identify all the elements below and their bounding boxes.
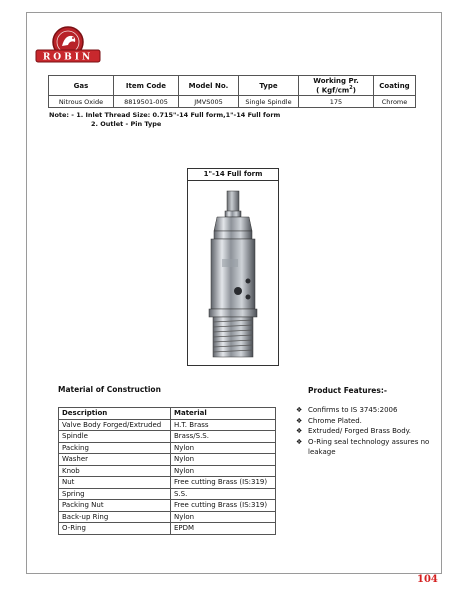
note-line-1: Note: - 1. Inlet Thread Size: 0.715"-14 Full form,1"-14 Full form <box>49 111 281 119</box>
list-item <box>296 416 436 427</box>
header-gas: Gas <box>49 76 114 96</box>
feature-text: Chrome Plated. <box>308 416 362 425</box>
header-coating: Coating <box>374 76 416 96</box>
material-value: Free cutting Brass (IS:319) <box>171 500 276 512</box>
table-row <box>59 442 276 454</box>
material-value: Nylon <box>171 511 276 523</box>
header-item-code: Item Code <box>114 76 179 96</box>
header-type: Type <box>239 76 299 96</box>
table-row <box>59 511 276 523</box>
header-working-pressure <box>299 76 374 96</box>
material-description: O-Ring <box>59 523 171 535</box>
logo-text: ROBIN <box>42 52 94 63</box>
table-row <box>59 500 276 512</box>
header-working-pressure-line1: Working Pr. <box>313 77 359 85</box>
cell-model-no: JMVS005 <box>179 96 239 108</box>
material-description: Back-up Ring <box>59 511 171 523</box>
materials-header-row <box>59 408 276 420</box>
features-list <box>296 405 436 458</box>
materials-table <box>58 407 276 535</box>
robin-logo <box>32 20 104 70</box>
material-value: S.S. <box>171 488 276 500</box>
table-row <box>59 419 276 431</box>
feature-text: Confirms to IS 3745:2006 <box>308 406 398 414</box>
material-value: H.T. Brass <box>171 419 276 431</box>
valve-image <box>200 183 266 361</box>
feature-text: O-Ring seal technology assures no leakage <box>308 437 430 456</box>
features-title: Product Features:- <box>308 386 387 395</box>
materials-header-material: Material <box>171 408 276 420</box>
diamond-bullet-icon: ❖ <box>296 416 303 425</box>
diamond-bullet-icon: ❖ <box>296 427 303 435</box>
cell-coating: Chrome <box>374 96 416 108</box>
material-description: Packing <box>59 442 171 454</box>
diamond-bullet-icon: ❖ <box>296 406 303 414</box>
material-description: Knob <box>59 465 171 477</box>
material-description: Spindle <box>59 431 171 443</box>
spec-table <box>48 75 416 108</box>
header-model-no: Model No. <box>179 76 239 96</box>
material-description: Valve Body Forged/Extruded <box>59 419 171 431</box>
spec-header-row <box>49 76 416 96</box>
spec-data-row <box>49 96 416 108</box>
header-unit-close: ) <box>352 86 356 95</box>
page-number: 104 <box>417 574 438 585</box>
feature-text: Extruded/ Forged Brass Body. <box>308 427 412 435</box>
cell-item-code: 8819501-005 <box>114 96 179 108</box>
table-row <box>59 465 276 477</box>
materials-title: Material of Construction <box>58 385 161 394</box>
table-row <box>59 454 276 466</box>
table-row <box>59 523 276 535</box>
header-working-pressure-unit: ( Kgf/cm <box>316 86 350 95</box>
materials-header-description: Description <box>59 408 171 420</box>
cell-type: Single Spindle <box>239 96 299 108</box>
material-value: Nylon <box>171 442 276 454</box>
product-image-caption: 1"-14 Full form <box>188 169 278 181</box>
note <box>49 111 280 129</box>
material-value: Nylon <box>171 454 276 466</box>
list-item <box>296 426 436 437</box>
material-value: EPDM <box>171 523 276 535</box>
header-unit-exponent: 2 <box>349 85 353 91</box>
cell-working-pressure: 175 <box>299 96 374 108</box>
table-row <box>59 488 276 500</box>
cell-gas: Nitrous Oxide <box>49 96 114 108</box>
note-line-2: 2. Outlet - Pin Type <box>91 120 162 128</box>
material-description: Packing Nut <box>59 500 171 512</box>
material-value: Free cutting Brass (IS:319) <box>171 477 276 489</box>
material-description: Spring <box>59 488 171 500</box>
material-value: Nylon <box>171 465 276 477</box>
product-image-box <box>187 168 279 366</box>
list-item <box>296 437 436 458</box>
material-value: Brass/S.S. <box>171 431 276 443</box>
material-description: Nut <box>59 477 171 489</box>
table-row <box>59 431 276 443</box>
list-item <box>296 405 436 416</box>
diamond-bullet-icon: ❖ <box>296 437 303 446</box>
table-row <box>59 477 276 489</box>
material-description: Washer <box>59 454 171 466</box>
